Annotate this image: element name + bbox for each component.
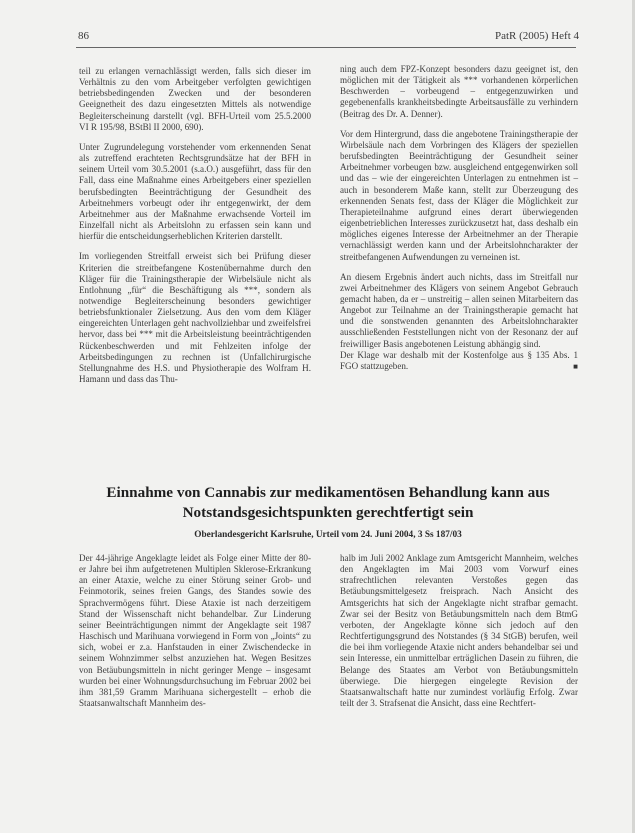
paragraph: halb im Juli 2002 Anklage zum Amtsgericht Mannheim, welches den Angeklagten im Mai 2003 vom Vorwurf eines strafrechtlichen relevanten Verstoßes gegen das Betäubungsmittelgesetz freisprach. Nach Ansicht des Amtsgerichts hat sich der Angeklagte nicht strafbar gemacht. Zwar sei der Besitz von Betäubungsmitteln nach dem BtmG verboten, der Angeklagte könne sich jedoch auf den Rechtfertigungsgrund des Notstandes (§ 34 StGB) berufen, weil die bei ihm vorliegende Ataxie nicht anders behandelbar sei und sein Interesse, ein unmittelbar erträglichen Dasein zu führen, die Belange des Staates am Verbot von Betäubungsmitteln überwiege. Die hiergegen eingelegte Revision der Staatsanwaltschaft hatte nur zumindest vorläufig Erfolg. Zwar teilt der 3. Strafsenat die Ansicht, dass eine Rechtfert- [340, 553, 578, 709]
paragraph [340, 350, 578, 372]
lower-right-column [340, 553, 578, 709]
paragraph: An diesem Ergebnis ändert auch nichts, dass im Streitfall nur zwei Arbeitnehmer des Klägers von seinem Angebot Gebrauch gemacht haben, da er – unstreitig – allen seinen Mitarbeitern das Angebot zur Teilnahme an der Trainingstherapie gemacht hat und die sonstwenden genannten des Arbeitslohncharakter ausschließenden Feststellungen nicht von der Resonanz der auf freiwilliger Basis angebotenen Leistung abhängig sind. [340, 271, 578, 349]
closing-sentence: Der Klage war deshalb mit der Kostenfolge aus § 135 Abs. 1 FGO stattzugeben. [340, 349, 578, 371]
upper-left-column [79, 66, 311, 385]
paragraph: Der 44-jährige Angeklagte leidet als Folge einer Mitte der 80-er Jahre bei ihm aufgetretenen Multiplen Sklerose-Erkrankung an einer Ataxie, welche zu einer Störung seiner Grob- und Feinmotorik, seines freien Gangs, des Standes sowie des Sprachvermögens führt. Diese Ataxie ist nach derzeitigem Stand der Wissenschaft nicht behandelbar. Zur Linderung seiner Beeinträchtigungen nimmt der Angeklagte seit 1987 Haschisch und Marihuana vorwiegend in Form von „Joints“ zu sich, wobei er z.a. Hanfstauden in einer Zwischendecke in seinem Wohnzimmer selbst anzuziehen hat. Wegen Besitzes von Betäubungsmitteln in nicht geringer Menge – insgesamt wurden bei einer Wohnungsdurchsuchung im Februar 2002 bei ihm 381,59 Gramm Marihuana sichergestellt – erhob die Staatsanwaltschaft Mannheim des- [79, 553, 311, 709]
header-rule [76, 47, 576, 48]
page-number: 86 [78, 30, 89, 42]
paragraph: teil zu erlangen vernachlässigt werden, falls sich dieser im Verhältnis zu den vom Arbeitgeber verfolgten gewichtigen betriebsbedingenden Zwecken und der besonderen Geeignetheit des dazu eingesetzten Mittels als notwendige Begleiterscheinung darstellt (vgl. BFH-Urteil vom 25.5.2000 VI R 195/98, BStBl II 2000, 690). [79, 66, 311, 132]
paragraph: ning auch dem FPZ-Konzept besonders dazu geeignet ist, den möglichen mit der Tätigkeit als *** vorhandenen körperlichen Beschwerden – vorbeugend – entgegenzuwirken und gegebenenfalls krankheitsbedingte Arbeitsausfälle zu verhindern (Beitrag des Dr. A. Denner). [340, 64, 578, 119]
journal-reference: PatR (2005) Heft 4 [494, 30, 579, 42]
paragraph: Im vorliegenden Streitfall erweist sich bei Prüfung dieser Kriterien die streitbefangene Kostenübernahme durch den Kläger für die Trainingstherapie der Wirbelsäule nicht als Entlohnung „für“ die Beschäftigung als ***, sondern als notwendige Begleiterscheinung besonders gewichtiger betriebsfunktionaler Zielsetzung. Aus den vom dem Kläger eingereichten Unterlagen geht nachvollziehbar und zweifelsfrei hervor, dass bei *** mit die Arbeitsleistung beeinträchtigenden Rückenbeschwerden und mit Fehlzeiten infolge der Arbeitsbedingungen zu rechnen ist (Unfallchirurgische Stellungnahme des H.S. und Physiotherapie des Wolfram H. Hamann und dass das Thu- [79, 251, 311, 385]
paragraph: Vor dem Hintergrund, dass die angebotene Trainingstherapie der Wirbelsäule nach dem Vorbringen des Klägers der speziellen berufsbedingten Beeinträchtigung der Gesundheit seiner Arbeitnehmer vorbeugen bzw. ausgleichend entgegenwirken soll und das – wie der eingereichten Unterlagen zu entnehmen ist – auch in besonderem Maße kann, stellt zur Überzeugung des erkennenden Senats fest, dass der Kläger die Möglichkeit zur Therapieteilnahme aufgrund eines derart überwiegenden eigenbetrieblichen Interesses zurückzusetzt hat, dass deshalb ein mögliches eigenes Interesse der Arbeitnehmer an der Therapie vernachlässigt werden kann und der Arbeitslohncharakter der streitbefangenen Aufwendungen zu verneinen ist. [340, 128, 578, 262]
upper-right-column [340, 64, 578, 372]
end-of-article-mark: ■ [573, 361, 578, 371]
paragraph: Unter Zugrundelegung vorstehender vom erkennenden Senat als zutreffend erachteten Rechtsgrundsätze hat der BFH in seinem Urteil vom 30.5.2001 (s.a.O.) ausgeführt, dass für den Fall, dass eine Maßnahme eines Arbeitgebers einer speziellen berufsbedingten Beeinträchtigung der Gesundheit des Arbeitnehmers vorbeugt oder ihr entgegenwirkt, der dem Arbeitnehmer aus der Maßnahme erwachsende Vorteil im Einzelfall nicht als Arbeitslohn zu erfassen sein kann und hierfür die entscheidungserheblichen Kriterien darstellt. [79, 141, 311, 242]
article-title: Einnahme von Cannabis zur medikamentösen Behandlung kann aus Notstandsgesichtspunkten gerechtfertigt sein [106, 484, 550, 521]
court-decision-line: Oberlandesgericht Karlsruhe, Urteil vom 24. Juni 2004, 3 Ss 187/03 [194, 530, 462, 540]
lower-left-column [79, 553, 311, 709]
